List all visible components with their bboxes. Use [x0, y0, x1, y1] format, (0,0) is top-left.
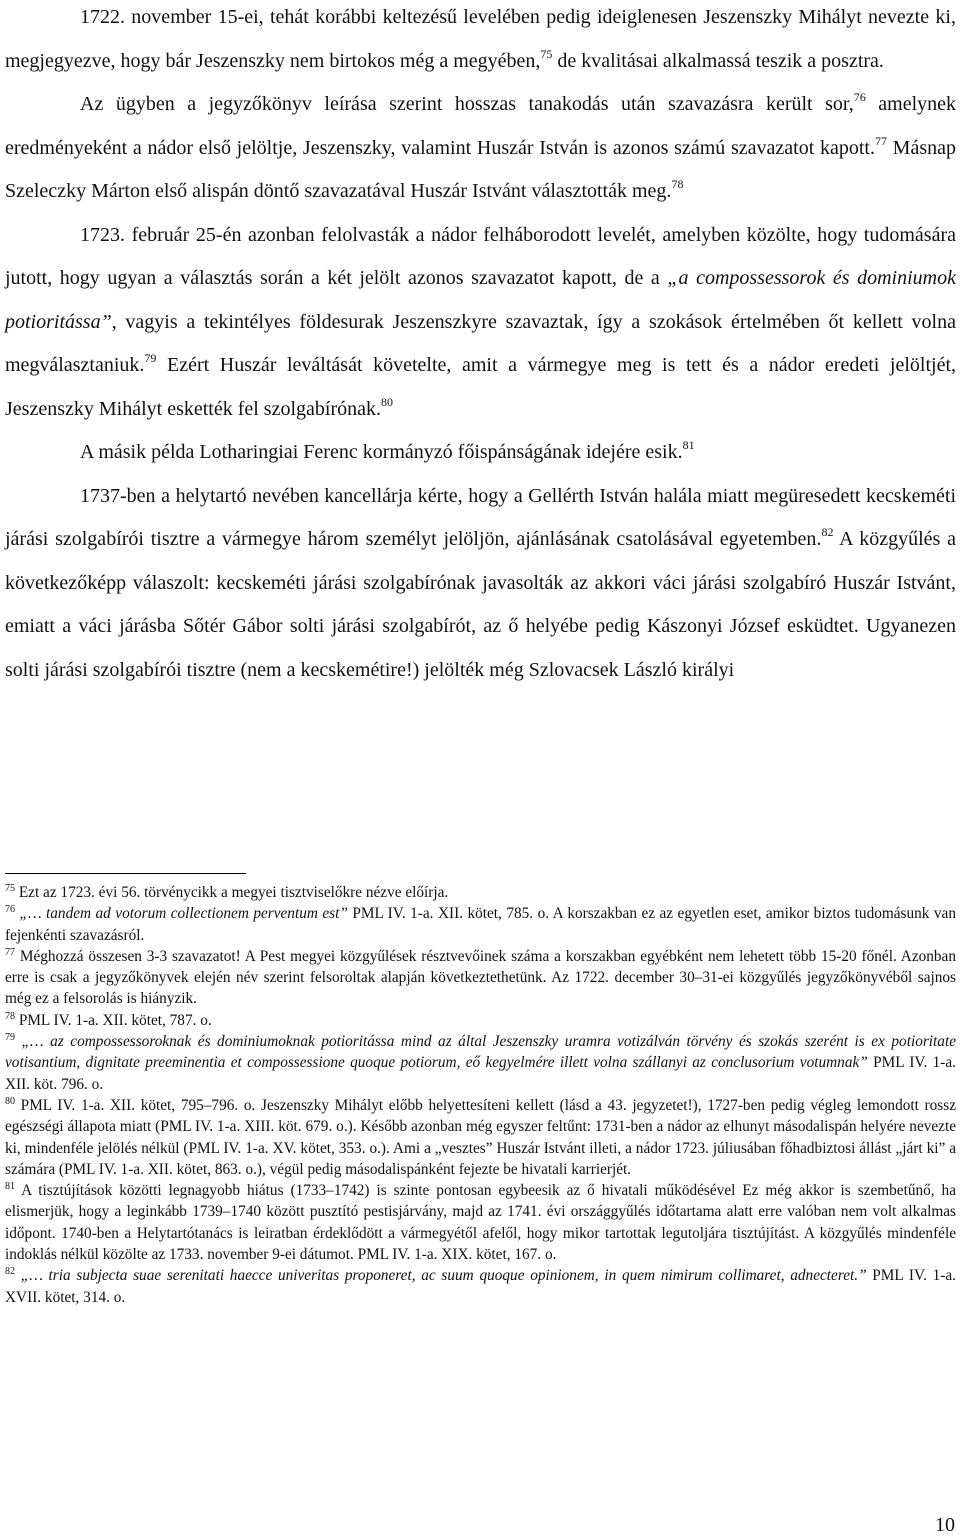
footnote-quote: „… tria subjecta suae serenitati haecce univeritas proponeret, ac suum quoque opinionem, in quem nimirum collimaret, adnecteret.”	[15, 1267, 867, 1285]
footnote-number: 76	[5, 904, 15, 916]
text-run: 1722. november 15-ei, tehát korábbi keltezésű levelében pedig ideiglenesen Jeszenszky Mihályt nevezte ki, megjegyezve, hogy bár Jeszenszky nem birtokos még a megyében,	[5, 6, 956, 72]
footnote-ref[interactable]: 78	[671, 177, 684, 191]
paragraph	[5, 214, 956, 432]
footnote-ref[interactable]: 77	[874, 133, 887, 148]
text-run: de kvalitásai alkalmassá teszik a posztra.	[552, 49, 884, 72]
footnote-text: PML IV. 1-a. XVII. kötet, 314. o.	[5, 1267, 956, 1306]
footnote-number: 80	[5, 1095, 15, 1107]
latin-quote: „a compossessorok és dominiumok potioritássa”	[5, 267, 956, 333]
footnote-number: 79	[5, 1032, 15, 1044]
footnote	[5, 1010, 956, 1031]
text-run: A másik példa Lotharingiai Ferenc kormányzó főispánságának idejére esik.	[80, 441, 683, 463]
footnote-text: PML IV. 1-a. XII. kötet, 787. o.	[15, 1011, 212, 1029]
footnote-text: PML IV. 1-a. XII. kötet, 785. o. A korszakban ez az egyetlen eset, amikor biztos tudomásunk van fejenkénti szavazásról.	[5, 905, 956, 944]
footnote	[5, 1095, 956, 1180]
footnote	[5, 946, 956, 1010]
footnote-number: 77	[5, 946, 15, 958]
text-run: 1723. február 25-én azonban felolvasták a nádor felháborodott levelét, amelyben közölte, hogy tudomására jutott, hogy ugyan a választás során a két jelölt azonos szavazatot kapott, de a	[5, 223, 956, 289]
footnote	[5, 1265, 956, 1308]
footnote-ref[interactable]: 80	[381, 394, 393, 409]
footnote-ref[interactable]: 76	[853, 90, 866, 104]
footnote-number: 75	[5, 883, 15, 894]
footnote-quote: „… az compossessoroknak és dominiumoknak potioritássa mind az által Jeszenszky uramra votizálván törvény és szokás szerént is ex potioritate votisantium, dignitate preeminentia et compossessione quoque potiorum, eő kegyelmére illett volna szállanyi az conclusorium votumnak”	[5, 1033, 956, 1072]
footnote-number: 82	[5, 1266, 15, 1278]
footnote-ref[interactable]: 79	[144, 351, 157, 365]
paragraph	[5, 431, 956, 475]
footnote-text: Méghozzá összesen 3-3 szavazatot! A Pest megyei közgyűlések résztvevőinek száma a korszakban egyébként nem lehetett több 15-20 főnél. Azonban erre is csak a jegyzőkönyvek elején név szerint felsoroltak alapján következtethetünk. Az 1722. december 30–31-ei közgyűlés jegyzőkönyvéből sajnos még ez a felsorolás is hiányzik.	[5, 947, 956, 1008]
footnote-ref[interactable]: 82	[821, 525, 834, 539]
footnote-number: 81	[5, 1181, 15, 1193]
paragraph	[5, 0, 956, 83]
paragraph	[5, 83, 956, 214]
text-run: 1737-ben a helytartó nevében kancellárja kérte, hogy a Gellérth István halála miatt megüresedett kecskeméti járási szolgabírói tisztre a vármegye három személyt jelöljön, ajánlásának csatolásával egyetemben.	[5, 484, 956, 550]
footnotes	[5, 882, 956, 1308]
footnote-text: A tisztújítások közötti legnagyobb hiátus (1733–1742) is szinte pontosan egybeesik az ő hivatali működésével Ez még akkor is szembetűnő, ha elismerjük, hogy a leginkább 1739–1740 között pusztító pestisjárvány, majd az 1741. évi országgyűlés időtartama alatt erre valóban nem volt alkalmas időpont. 1740-ben a Helytartótanács is leiratban érdeklődött a vármegyétől afelől, hogy mikor tartottak legutoljára tisztújítást. A közgyűlés mindenféle indoklás nélkül közölte az 1733. november 9-ei dátumot. PML IV. 1-a. XIX. kötet, 167. o.	[5, 1182, 956, 1264]
footnote-number: 78	[5, 1010, 15, 1022]
footnote-separator	[5, 873, 246, 874]
page-number: 10	[935, 1514, 955, 1536]
footnote	[5, 1031, 956, 1095]
main-text	[5, 0, 956, 692]
footnote-text: Ezt az 1723. évi 56. törvénycikk a megyei tisztviselőkre nézve előírja.	[15, 884, 449, 901]
footnote	[5, 903, 956, 946]
text-run: Az ügyben a jegyzőkönyv leírása szerint hosszas tanakodás után szavazásra került sor,	[80, 93, 854, 115]
text-run: amelynek eredményeként a nádor első jelöltje, Jeszenszky, valamint Huszár István is azonos számú szavazatot kapott.	[5, 93, 957, 159]
footnote-text: PML IV. 1-a. XII. köt. 796. o.	[5, 1054, 956, 1093]
footnote-ref[interactable]: 75	[540, 46, 553, 61]
text-run: , vagyis a tekintélyes földesurak Jeszenszkyre szavaztak, így a szokások értelmében őt kellett volna megválasztaniuk.	[5, 310, 956, 376]
paragraph	[5, 475, 956, 693]
footnote-text: PML IV. 1-a. XII. kötet, 795–796. o. Jeszenszky Mihályt előbb helyettesíteni kellett (lásd a 43. jegyzetet!), 1727-ben pedig végleg lemondott rossz egészségi állapota miatt (PML IV. 1-a. XIII. köt. 679. o.). Később azonban még egyszer feltűnt: 1731-ben a nádor az elhunyt másodalispán helyére nevezte ki, mindenféle jelölés nélkül (PML IV. 1-a. XV. kötet, 353. o.). Ami a „vesztes” Huszár Istvánt illeti, a nádor 1723. júliusában főhadbiztosi állást „járt ki” a számára (PML IV. 1-a. XII. kötet, 863. o.), végül pedig másodalispánként fejezte be hivatali karrierjét.	[5, 1096, 956, 1178]
text-run: Ezért Huszár leváltását követelte, amit a vármegye meg is tett és a nádor eredeti jelöltjét, Jeszenszky Mihályt eskették fel szolgabírónak.	[5, 354, 956, 420]
footnote-ref[interactable]: 81	[682, 438, 695, 452]
footnote	[5, 882, 956, 903]
footnote	[5, 1180, 956, 1265]
footnote-quote: „… tandem ad votorum collectionem perventum est”	[15, 905, 348, 923]
text-run: A közgyűlés a következőképp válaszolt: kecskeméti járási szolgabírónak javasolták az akkori váci járási szolgabíró Huszár Istvánt, emiatt a váci járásba Sőtér Gábor solti járási szolgabírót, az ő helyébe pedig Kászonyi József esküdtet. Ugyanezen solti járási szolgabírói tisztre (nem a kecskemétire!) jelölték még Szlovacsek László királyi	[5, 528, 956, 681]
text-run: Másnap Szeleczky Márton első alispán döntő szavazatával Huszár Istvánt választották meg.	[5, 136, 957, 202]
